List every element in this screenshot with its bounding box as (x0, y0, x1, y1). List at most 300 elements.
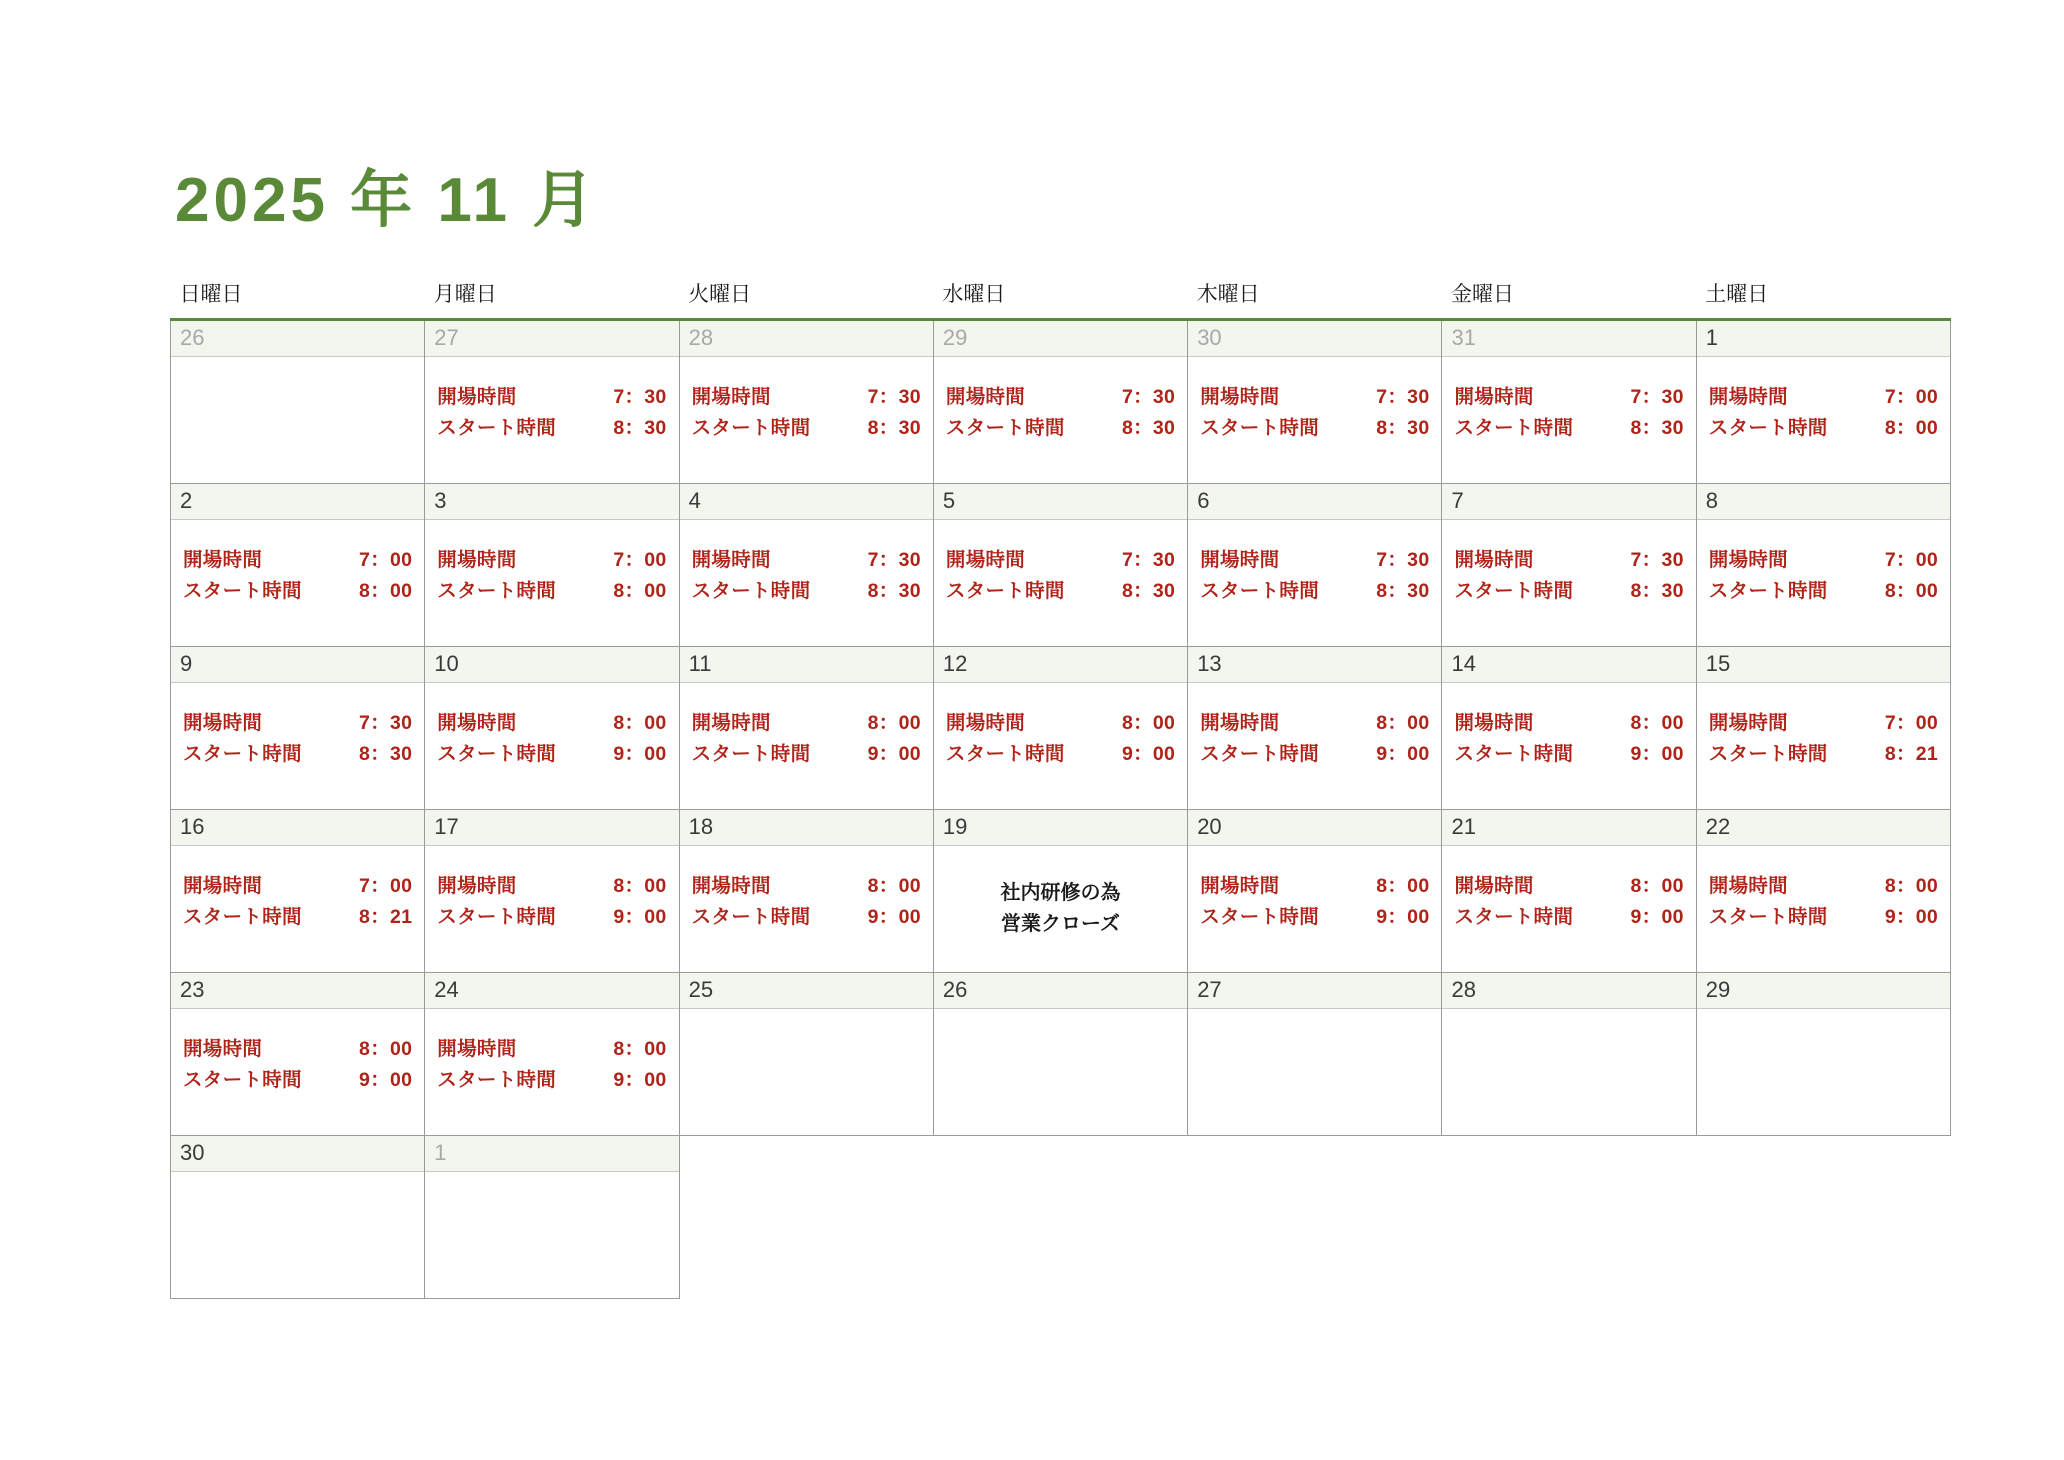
weekday-header-monday: 月曜日 (425, 278, 679, 320)
start-time-value: 9：00 (867, 906, 921, 929)
calendar-day-cell[interactable] (1696, 320, 1950, 484)
start-time-label: スタート時間 (437, 906, 557, 929)
day-cell-body (1697, 357, 1950, 443)
day-number: 18 (680, 810, 933, 846)
start-time-row (1454, 740, 1683, 768)
open-time-label: 開場時間 (1200, 549, 1280, 571)
start-time-value: 9：00 (613, 743, 667, 766)
open-time-value: 7：00 (359, 875, 413, 897)
open-time-label: 開場時間 (691, 549, 771, 571)
calendar-cell-blank (1188, 1136, 1442, 1299)
day-cell-body (1188, 1009, 1441, 1035)
open-time-row (437, 872, 666, 900)
calendar-day-cell[interactable] (1188, 484, 1442, 647)
day-number: 3 (425, 484, 678, 520)
start-time-label: スタート時間 (1454, 906, 1574, 929)
open-time-label: 開場時間 (945, 712, 1026, 734)
open-time-label: 開場時間 (691, 712, 771, 734)
day-number: 6 (1188, 484, 1441, 520)
start-time-value: 8：30 (1630, 580, 1684, 603)
open-time-row (1709, 546, 1938, 574)
start-time-value: 8：21 (1884, 743, 1939, 766)
weekday-header-tuesday: 火曜日 (679, 278, 933, 320)
open-time-value: 8：00 (613, 875, 667, 897)
open-time-label: 開場時間 (1454, 712, 1534, 734)
start-time-value: 8：30 (1121, 580, 1176, 603)
day-number: 20 (1188, 810, 1441, 846)
start-time-label: スタート時間 (945, 743, 1065, 766)
page-title: 2025 年 11 月 (175, 166, 599, 235)
day-number: 26 (934, 973, 1187, 1009)
start-time-label: スタート時間 (1708, 743, 1828, 766)
calendar-day-cell[interactable] (679, 320, 933, 484)
open-time-value: 7：00 (1884, 386, 1939, 408)
day-cell-body (171, 1172, 424, 1198)
calendar-week-row (171, 810, 1951, 973)
start-time-label: スタート時間 (437, 743, 557, 766)
open-time-label: 開場時間 (437, 875, 517, 897)
start-time-value: 8：30 (1630, 417, 1684, 440)
day-number: 28 (1442, 973, 1695, 1009)
start-time-row (437, 740, 666, 768)
calendar-week-row (171, 484, 1951, 647)
calendar-week-row (171, 973, 1951, 1136)
day-cell-body (1188, 683, 1441, 769)
calendar-table (170, 278, 1951, 1299)
open-time-value: 7：30 (1376, 549, 1430, 571)
day-cell-body (934, 520, 1187, 606)
day-cell-body (1697, 1009, 1950, 1035)
calendar-day-cell[interactable] (171, 647, 425, 810)
start-time-label: スタート時間 (437, 1069, 557, 1092)
start-time-row (1200, 577, 1429, 605)
day-cell-body (425, 1172, 678, 1198)
open-time-row (1709, 709, 1938, 737)
open-time-row (692, 546, 921, 574)
open-time-row (692, 383, 921, 411)
open-time-value: 8：00 (359, 1038, 413, 1060)
open-time-value: 7：30 (1630, 549, 1684, 571)
day-cell-body (1442, 357, 1695, 443)
open-time-value: 7：30 (359, 712, 413, 734)
start-time-row (183, 577, 412, 605)
start-time-label: スタート時間 (691, 417, 811, 440)
open-time-row (946, 546, 1175, 574)
open-time-value: 7：30 (1121, 549, 1176, 571)
calendar-day-cell[interactable] (679, 810, 933, 973)
start-time-row (1709, 577, 1938, 605)
day-cell-body (680, 846, 933, 932)
open-time-row (183, 709, 412, 737)
start-time-row (692, 903, 921, 931)
calendar-week-row (171, 1136, 1951, 1299)
start-time-label: スタート時間 (1454, 580, 1574, 603)
calendar-day-cell[interactable] (1442, 810, 1696, 973)
day-cell-body (934, 846, 1187, 940)
open-time-label: 開場時間 (1200, 712, 1280, 734)
start-time-value: 8：00 (359, 580, 413, 603)
calendar-day-cell[interactable] (1188, 320, 1442, 484)
open-time-row (437, 1035, 666, 1063)
start-time-label: スタート時間 (183, 743, 302, 766)
open-time-row (1454, 872, 1683, 900)
open-time-label: 開場時間 (1454, 549, 1534, 571)
day-number: 27 (1188, 973, 1441, 1009)
start-time-row (1200, 740, 1429, 768)
day-number: 24 (425, 973, 678, 1009)
start-time-value: 8：30 (1121, 417, 1176, 440)
day-number: 2 (171, 484, 424, 520)
day-number: 14 (1442, 647, 1695, 683)
calendar-body (171, 320, 1951, 1299)
open-time-row (1709, 872, 1938, 900)
open-time-label: 開場時間 (1708, 386, 1788, 408)
day-number: 22 (1697, 810, 1950, 846)
open-time-label: 開場時間 (945, 386, 1026, 408)
start-time-label: スタート時間 (183, 580, 302, 603)
calendar-cell-blank (933, 1136, 1187, 1299)
open-time-value: 8：00 (1630, 712, 1684, 734)
start-time-label: スタート時間 (1200, 580, 1319, 603)
start-time-label: スタート時間 (1200, 417, 1319, 440)
calendar-day-cell[interactable] (1442, 973, 1696, 1136)
start-time-row (1709, 414, 1938, 442)
calendar-day-cell[interactable] (171, 484, 425, 647)
start-time-value: 9：00 (1376, 906, 1430, 929)
open-time-value: 8：00 (1121, 712, 1176, 734)
weekday-header-sunday: 日曜日 (171, 278, 425, 320)
open-time-value: 7：30 (867, 386, 921, 408)
calendar-day-cell[interactable] (1696, 973, 1950, 1136)
start-time-value: 8：30 (867, 580, 921, 603)
calendar-day-cell[interactable] (171, 320, 425, 484)
day-cell-body (425, 357, 678, 443)
open-time-value: 8：00 (1884, 875, 1939, 897)
day-cell-body (934, 683, 1187, 769)
day-cell-body (425, 846, 678, 932)
start-time-value: 8：30 (1376, 417, 1430, 440)
open-time-value: 8：00 (1376, 712, 1430, 734)
open-time-row (437, 546, 666, 574)
start-time-value: 8：30 (1376, 580, 1430, 603)
start-time-label: スタート時間 (1708, 417, 1828, 440)
start-time-label: スタート時間 (183, 1069, 302, 1092)
start-time-value: 8：00 (1884, 417, 1939, 440)
open-time-row (1454, 383, 1683, 411)
start-time-row (1200, 414, 1429, 442)
day-cell-body (425, 683, 678, 769)
start-time-value: 9：00 (1630, 906, 1684, 929)
start-time-value: 9：00 (1376, 743, 1430, 766)
day-cell-body (680, 683, 933, 769)
day-cell-body (1697, 683, 1950, 769)
day-cell-body (934, 1009, 1187, 1035)
start-time-value: 9：00 (1121, 743, 1176, 766)
calendar-day-cell[interactable] (171, 973, 425, 1136)
open-time-value: 7：00 (1884, 712, 1939, 734)
day-note-line: 営業クローズ (1001, 913, 1121, 935)
start-time-value: 9：00 (613, 906, 667, 929)
calendar-day-cell[interactable] (1188, 810, 1442, 973)
day-cell-body (1697, 520, 1950, 606)
calendar-day-cell[interactable] (1188, 973, 1442, 1136)
day-number: 29 (1697, 973, 1950, 1009)
day-number: 12 (934, 647, 1187, 683)
start-time-row (437, 903, 666, 931)
start-time-row (1709, 740, 1938, 768)
open-time-label: 開場時間 (1454, 386, 1534, 408)
calendar-day-cell[interactable] (1696, 810, 1950, 973)
day-number: 26 (171, 321, 424, 357)
open-time-value: 8：00 (613, 712, 667, 734)
start-time-label: スタート時間 (691, 743, 811, 766)
open-time-row (1454, 709, 1683, 737)
day-cell-body (934, 357, 1187, 443)
day-cell-body (1442, 683, 1695, 769)
open-time-value: 7：30 (1376, 386, 1430, 408)
open-time-value: 8：00 (1630, 875, 1684, 897)
calendar-day-cell[interactable] (1442, 320, 1696, 484)
calendar-cell-blank (1696, 1136, 1950, 1299)
calendar-day-cell[interactable] (425, 973, 679, 1136)
open-time-value: 7：00 (1884, 549, 1939, 571)
open-time-value: 7：00 (613, 549, 667, 571)
start-time-value: 9：00 (613, 1069, 667, 1092)
start-time-value: 8：00 (1884, 580, 1939, 603)
open-time-value: 7：30 (1121, 386, 1176, 408)
open-time-row (183, 1035, 412, 1063)
day-cell-body (425, 520, 678, 606)
start-time-row (183, 1066, 412, 1094)
start-time-row (1454, 577, 1683, 605)
open-time-row (1200, 709, 1429, 737)
calendar-day-cell[interactable] (425, 484, 679, 647)
start-time-value: 8：30 (867, 417, 921, 440)
open-time-row (946, 383, 1175, 411)
open-time-value: 8：00 (867, 712, 921, 734)
start-time-value: 8：21 (359, 906, 413, 929)
day-cell-body (1442, 846, 1695, 932)
calendar-day-cell[interactable] (679, 484, 933, 647)
open-time-value: 7：00 (359, 549, 413, 571)
start-time-row (1709, 903, 1938, 931)
start-time-label: スタート時間 (437, 417, 557, 440)
day-number: 1 (1697, 321, 1950, 357)
open-time-row (437, 709, 666, 737)
open-time-label: 開場時間 (183, 875, 263, 897)
calendar-day-cell[interactable] (1442, 484, 1696, 647)
day-number: 21 (1442, 810, 1695, 846)
day-number: 29 (934, 321, 1187, 357)
day-note (946, 872, 1175, 940)
weekday-header-wednesday: 水曜日 (933, 278, 1187, 320)
open-time-row (183, 872, 412, 900)
start-time-label: スタート時間 (1200, 906, 1319, 929)
day-cell-body (680, 1009, 933, 1035)
day-number: 17 (425, 810, 678, 846)
day-number: 28 (680, 321, 933, 357)
start-time-value: 9：00 (867, 743, 921, 766)
day-number: 15 (1697, 647, 1950, 683)
start-time-value: 8：30 (613, 417, 667, 440)
start-time-value: 9：00 (359, 1069, 413, 1092)
open-time-value: 7：30 (867, 549, 921, 571)
day-cell-body (171, 357, 424, 383)
open-time-row (1200, 872, 1429, 900)
open-time-label: 開場時間 (1708, 549, 1788, 571)
calendar-day-cell[interactable] (933, 647, 1187, 810)
start-time-row (437, 577, 666, 605)
calendar-day-cell[interactable] (933, 484, 1187, 647)
start-time-row (1454, 903, 1683, 931)
open-time-value: 8：00 (1376, 875, 1430, 897)
day-number: 23 (171, 973, 424, 1009)
day-number: 4 (680, 484, 933, 520)
calendar-week-row (171, 320, 1951, 484)
start-time-row (692, 414, 921, 442)
day-cell-body (1697, 846, 1950, 932)
calendar-day-cell[interactable] (1442, 647, 1696, 810)
start-time-row (437, 414, 666, 442)
open-time-value: 8：00 (867, 875, 921, 897)
day-cell-body (1188, 357, 1441, 443)
calendar-day-cell[interactable] (425, 810, 679, 973)
open-time-label: 開場時間 (1708, 875, 1788, 897)
day-cell-body (425, 1009, 678, 1095)
start-time-row (946, 414, 1175, 442)
day-number: 27 (425, 321, 678, 357)
start-time-row (946, 740, 1175, 768)
open-time-row (946, 709, 1175, 737)
day-cell-body (680, 357, 933, 443)
calendar-day-cell[interactable] (171, 810, 425, 973)
open-time-label: 開場時間 (691, 386, 771, 408)
calendar-cell-blank (679, 1136, 933, 1299)
calendar-day-cell[interactable] (933, 973, 1187, 1136)
start-time-row (1200, 903, 1429, 931)
start-time-row (183, 903, 412, 931)
open-time-label: 開場時間 (437, 549, 517, 571)
open-time-value: 7：30 (1630, 386, 1684, 408)
open-time-label: 開場時間 (183, 549, 263, 571)
open-time-row (1709, 383, 1938, 411)
calendar-week-row (171, 647, 1951, 810)
start-time-label: スタート時間 (691, 580, 811, 603)
day-cell-body (171, 520, 424, 606)
calendar-day-cell[interactable] (933, 320, 1187, 484)
day-number: 7 (1442, 484, 1695, 520)
open-time-label: 開場時間 (1200, 875, 1280, 897)
calendar-day-cell[interactable] (933, 810, 1187, 973)
day-cell-body (1188, 846, 1441, 932)
day-number: 13 (1188, 647, 1441, 683)
day-cell-body (1442, 1009, 1695, 1035)
day-number: 1 (425, 1136, 678, 1172)
start-time-label: スタート時間 (1200, 743, 1319, 766)
start-time-row (183, 740, 412, 768)
open-time-label: 開場時間 (945, 549, 1026, 571)
day-cell-body (171, 683, 424, 769)
day-number: 5 (934, 484, 1187, 520)
open-time-row (692, 872, 921, 900)
start-time-row (946, 577, 1175, 605)
open-time-label: 開場時間 (437, 386, 517, 408)
open-time-label: 開場時間 (691, 875, 771, 897)
day-number: 25 (680, 973, 933, 1009)
open-time-row (437, 383, 666, 411)
calendar-cell-blank (1442, 1136, 1696, 1299)
day-number: 16 (171, 810, 424, 846)
open-time-label: 開場時間 (1454, 875, 1534, 897)
start-time-value: 8：30 (359, 743, 413, 766)
day-number: 8 (1697, 484, 1950, 520)
start-time-label: スタート時間 (183, 906, 302, 929)
open-time-value: 8：00 (613, 1038, 667, 1060)
open-time-label: 開場時間 (1200, 386, 1280, 408)
calendar-day-cell[interactable] (1696, 484, 1950, 647)
start-time-row (437, 1066, 666, 1094)
calendar-day-cell[interactable] (679, 647, 933, 810)
weekday-header-saturday: 土曜日 (1696, 278, 1950, 320)
day-number: 11 (680, 647, 933, 683)
start-time-value: 8：00 (613, 580, 667, 603)
day-cell-body (171, 846, 424, 932)
open-time-label: 開場時間 (437, 712, 517, 734)
weekday-header-row (171, 278, 1951, 320)
day-cell-body (680, 520, 933, 606)
day-cell-body (1188, 520, 1441, 606)
day-cell-body (1442, 520, 1695, 606)
open-time-label: 開場時間 (183, 1038, 263, 1060)
day-number: 10 (425, 647, 678, 683)
start-time-row (1454, 414, 1683, 442)
day-number: 19 (934, 810, 1187, 846)
calendar-day-cell[interactable] (1188, 647, 1442, 810)
open-time-value: 7：30 (613, 386, 667, 408)
open-time-row (1200, 546, 1429, 574)
start-time-label: スタート時間 (437, 580, 557, 603)
calendar-day-cell[interactable] (425, 320, 679, 484)
open-time-row (1454, 546, 1683, 574)
calendar-day-cell[interactable] (679, 973, 933, 1136)
day-number: 31 (1442, 321, 1695, 357)
day-number: 30 (171, 1136, 424, 1172)
start-time-label: スタート時間 (945, 417, 1065, 440)
open-time-label: 開場時間 (183, 712, 263, 734)
calendar-day-cell[interactable] (1696, 647, 1950, 810)
weekday-header-thursday: 木曜日 (1188, 278, 1442, 320)
start-time-row (692, 740, 921, 768)
start-time-label: スタート時間 (1708, 580, 1828, 603)
calendar-day-cell[interactable] (171, 1136, 425, 1299)
open-time-row (692, 709, 921, 737)
start-time-label: スタート時間 (691, 906, 811, 929)
open-time-row (1200, 383, 1429, 411)
open-time-row (183, 546, 412, 574)
start-time-row (692, 577, 921, 605)
start-time-label: スタート時間 (1454, 417, 1574, 440)
open-time-label: 開場時間 (437, 1038, 517, 1060)
start-time-value: 9：00 (1884, 906, 1939, 929)
day-number: 30 (1188, 321, 1441, 357)
start-time-label: スタート時間 (1454, 743, 1574, 766)
start-time-label: スタート時間 (945, 580, 1065, 603)
open-time-label: 開場時間 (1708, 712, 1788, 734)
calendar-day-cell[interactable] (425, 647, 679, 810)
calendar-day-cell[interactable] (425, 1136, 679, 1299)
start-time-value: 9：00 (1630, 743, 1684, 766)
start-time-label: スタート時間 (1708, 906, 1828, 929)
